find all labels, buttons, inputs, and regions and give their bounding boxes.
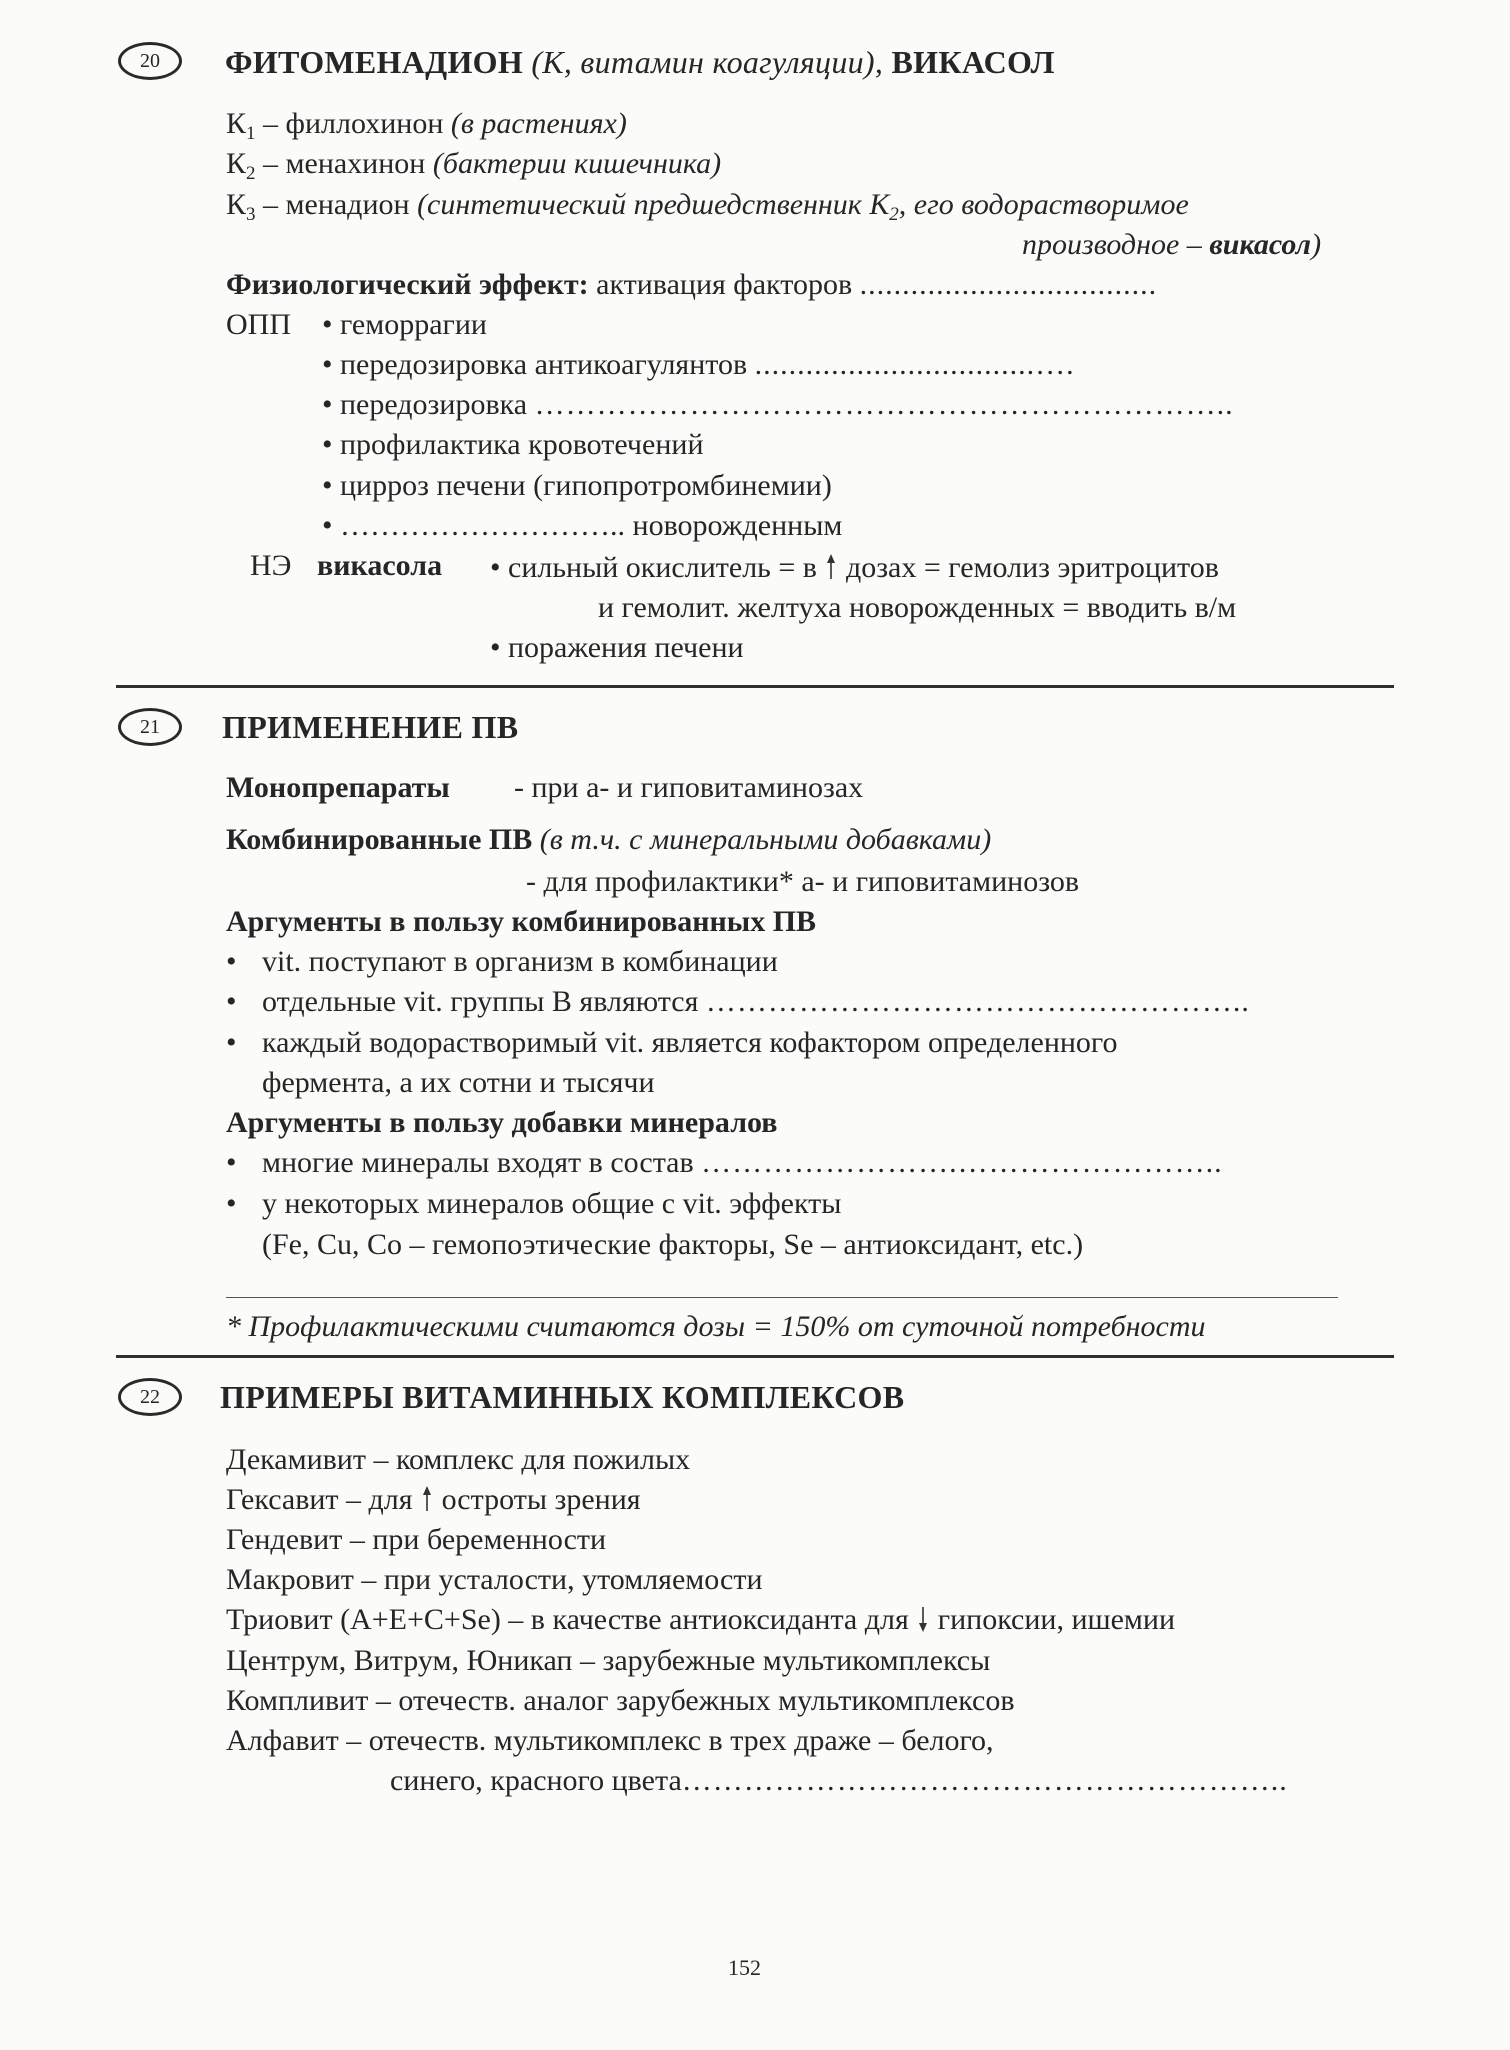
section-number-badge — [118, 1378, 182, 1416]
indication-text: • передозировка антикоагулянтов — [322, 348, 755, 381]
fill-dots: .................................…. — [754, 348, 1075, 381]
argument-continuation: (Fe, Cu, Co – гемопоэтические факторы, Se – антиоксидант, etc.) — [262, 1228, 1084, 1261]
indication-text: новорожденным — [625, 509, 843, 542]
k3-cont-paren: ) — [1311, 228, 1322, 261]
arguments-heading: Аргументы в пользу добавки минералов — [226, 1106, 778, 1139]
arrow-up-icon — [420, 1486, 434, 1512]
argument-item: vit. поступают в организм в комбинации — [262, 945, 778, 978]
argument-item — [262, 982, 1250, 1022]
side-effect-text: дозах = гемолиз эритроцитов — [838, 551, 1219, 584]
indications-label: ОПП — [226, 308, 291, 341]
side-effect-continuation: и гемолит. желтуха новорожденных = вводить в/м — [598, 591, 1237, 624]
complex-item — [226, 1480, 641, 1520]
k2-text: – менахинон — [255, 147, 433, 180]
k1-text: – филлохинон — [255, 107, 451, 140]
section-title: ПРИМЕРЫ ВИТАМИННЫХ КОМПЛЕКСОВ — [220, 1379, 905, 1415]
fill-dots: • ……………………….. — [322, 509, 626, 542]
page-number: 152 — [728, 1955, 761, 1980]
fill-dots: ................................... — [859, 268, 1158, 301]
footnote-rule — [226, 1297, 1338, 1298]
fill-dots: ………………………………………………………….. — [534, 388, 1234, 421]
argument-text: отдельные vit. группы В являются — [262, 985, 706, 1018]
section-number: 22 — [140, 1386, 160, 1408]
bullet: • — [226, 1026, 237, 1059]
arrow-up-icon — [824, 554, 838, 580]
phys-text: активация факторов — [588, 268, 860, 301]
k-subscript: 3 — [246, 204, 256, 225]
complex-item: Компливит – отечеств. аналог зарубежных мультикомплексов — [226, 1684, 1015, 1717]
title-bold: ФИТОМЕНАДИОН — [225, 44, 524, 80]
k2-note: (бактерии кишечника) — [432, 147, 722, 180]
section-number: 20 — [140, 50, 160, 72]
k1-line — [226, 104, 627, 144]
side-effect-item: • поражения печени — [490, 631, 744, 664]
combined-text: - для профилактики* а- и гиповитаминозов — [526, 865, 1080, 898]
phys-label: Физиологический эффект: — [226, 268, 589, 301]
k3-text: – менадион — [255, 188, 418, 221]
section-divider — [116, 685, 1394, 688]
k2-line — [226, 144, 721, 184]
indication-item: • геморрагии — [322, 308, 487, 341]
indication-text: • передозировка — [322, 388, 535, 421]
side-effect-text: • сильный окислитель = в — [490, 551, 825, 584]
argument-item: у некоторых минералов общие с vit. эффекты — [262, 1187, 842, 1220]
indication-item: • цирроз печени (гипопротромбинемии) — [322, 469, 832, 502]
k-label: К — [226, 188, 247, 221]
fill-dots: ………………………………………………….. — [681, 1764, 1288, 1797]
side-effect-item — [490, 548, 1219, 588]
fill-dots: …………………………………………….. — [705, 985, 1250, 1018]
k-subscript: 1 — [246, 123, 256, 144]
section-title: ПРИМЕНЕНИЕ ПВ — [222, 709, 519, 745]
section-number-badge — [118, 42, 182, 80]
arguments-heading: Аргументы в пользу комбинированных ПВ — [226, 905, 817, 938]
argument-item: каждый водорастворимый vit. является кофактором определенного — [262, 1026, 1118, 1059]
indication-item — [322, 345, 1075, 385]
complex-item: Гендевит – при беременности — [226, 1523, 607, 1556]
complex-item: Центрум, Витрум, Юникап – зарубежные мультикомплексы — [226, 1644, 991, 1677]
title-bold-2: ВИКАСОЛ — [891, 44, 1055, 80]
complex-text: синего, красного цвета — [390, 1764, 682, 1797]
bullet: • — [226, 1146, 237, 1179]
complex-text: Триовит (A+E+C+Se) – в качестве антиоксиданта для — [226, 1603, 917, 1636]
k-subscript: 2 — [246, 163, 256, 184]
arrow-down-icon — [916, 1606, 930, 1632]
combined-note: (в т.ч. с минеральными добавками) — [532, 823, 992, 856]
combined-bold: Комбинированные ПВ — [226, 823, 533, 856]
k3-note: (синтетический предшедственник К — [417, 188, 890, 221]
complex-continuation — [390, 1761, 1288, 1801]
mono-label: Монопрепараты — [226, 771, 450, 804]
side-effects-drug: викасола — [317, 549, 443, 582]
section-number: 21 — [140, 716, 160, 738]
combined-label — [226, 820, 991, 860]
complex-item: Макровит – при усталости, утомляемости — [226, 1563, 763, 1596]
argument-continuation: фермента, а их сотни и тысячи — [262, 1066, 655, 1099]
indication-item — [322, 506, 842, 546]
mono-text: - при а- и гиповитаминозах — [514, 771, 864, 804]
side-effects-label: НЭ — [250, 549, 292, 582]
bullet: • — [226, 1187, 237, 1220]
physiological-effect — [226, 265, 1157, 305]
complex-text: остроты зрения — [434, 1483, 641, 1516]
complex-text: Гексавит – для — [226, 1483, 421, 1516]
indication-item — [322, 385, 1234, 425]
k1-note: (в растениях) — [450, 107, 627, 140]
complex-item: Декамивит – комплекс для пожилых — [226, 1443, 691, 1476]
section-title — [225, 42, 1055, 82]
bullet: • — [226, 945, 237, 978]
complex-text: гипоксии, ишемии — [930, 1603, 1176, 1636]
title-italic: (К, витамин коагуляции), — [523, 44, 892, 80]
k3-note-2: , его водорастворимое — [898, 188, 1189, 221]
bullet: • — [226, 985, 237, 1018]
k-label: К — [226, 147, 247, 180]
fill-dots: …………………….…………………….. — [701, 1146, 1223, 1179]
section-divider — [116, 1355, 1394, 1358]
k3-cont-bold: викасол — [1209, 228, 1312, 261]
k-subscript: 2 — [889, 204, 899, 225]
indication-item: • профилактика кровотечений — [322, 428, 704, 461]
footnote: * Профилактическими считаются дозы = 150% от суточной потребности — [226, 1310, 1206, 1343]
k3-line — [226, 185, 1189, 225]
k3-cont-text: производное – — [1022, 228, 1210, 261]
k-label: К — [226, 107, 247, 140]
section-number-badge — [118, 708, 182, 746]
complex-item — [226, 1600, 1175, 1640]
complex-item: Алфавит – отечеств. мультикомплекс в трех драже – белого, — [226, 1724, 994, 1757]
k3-continuation — [1022, 225, 1321, 265]
argument-item — [262, 1143, 1223, 1183]
argument-text: многие минералы входят в состав — [262, 1146, 702, 1179]
